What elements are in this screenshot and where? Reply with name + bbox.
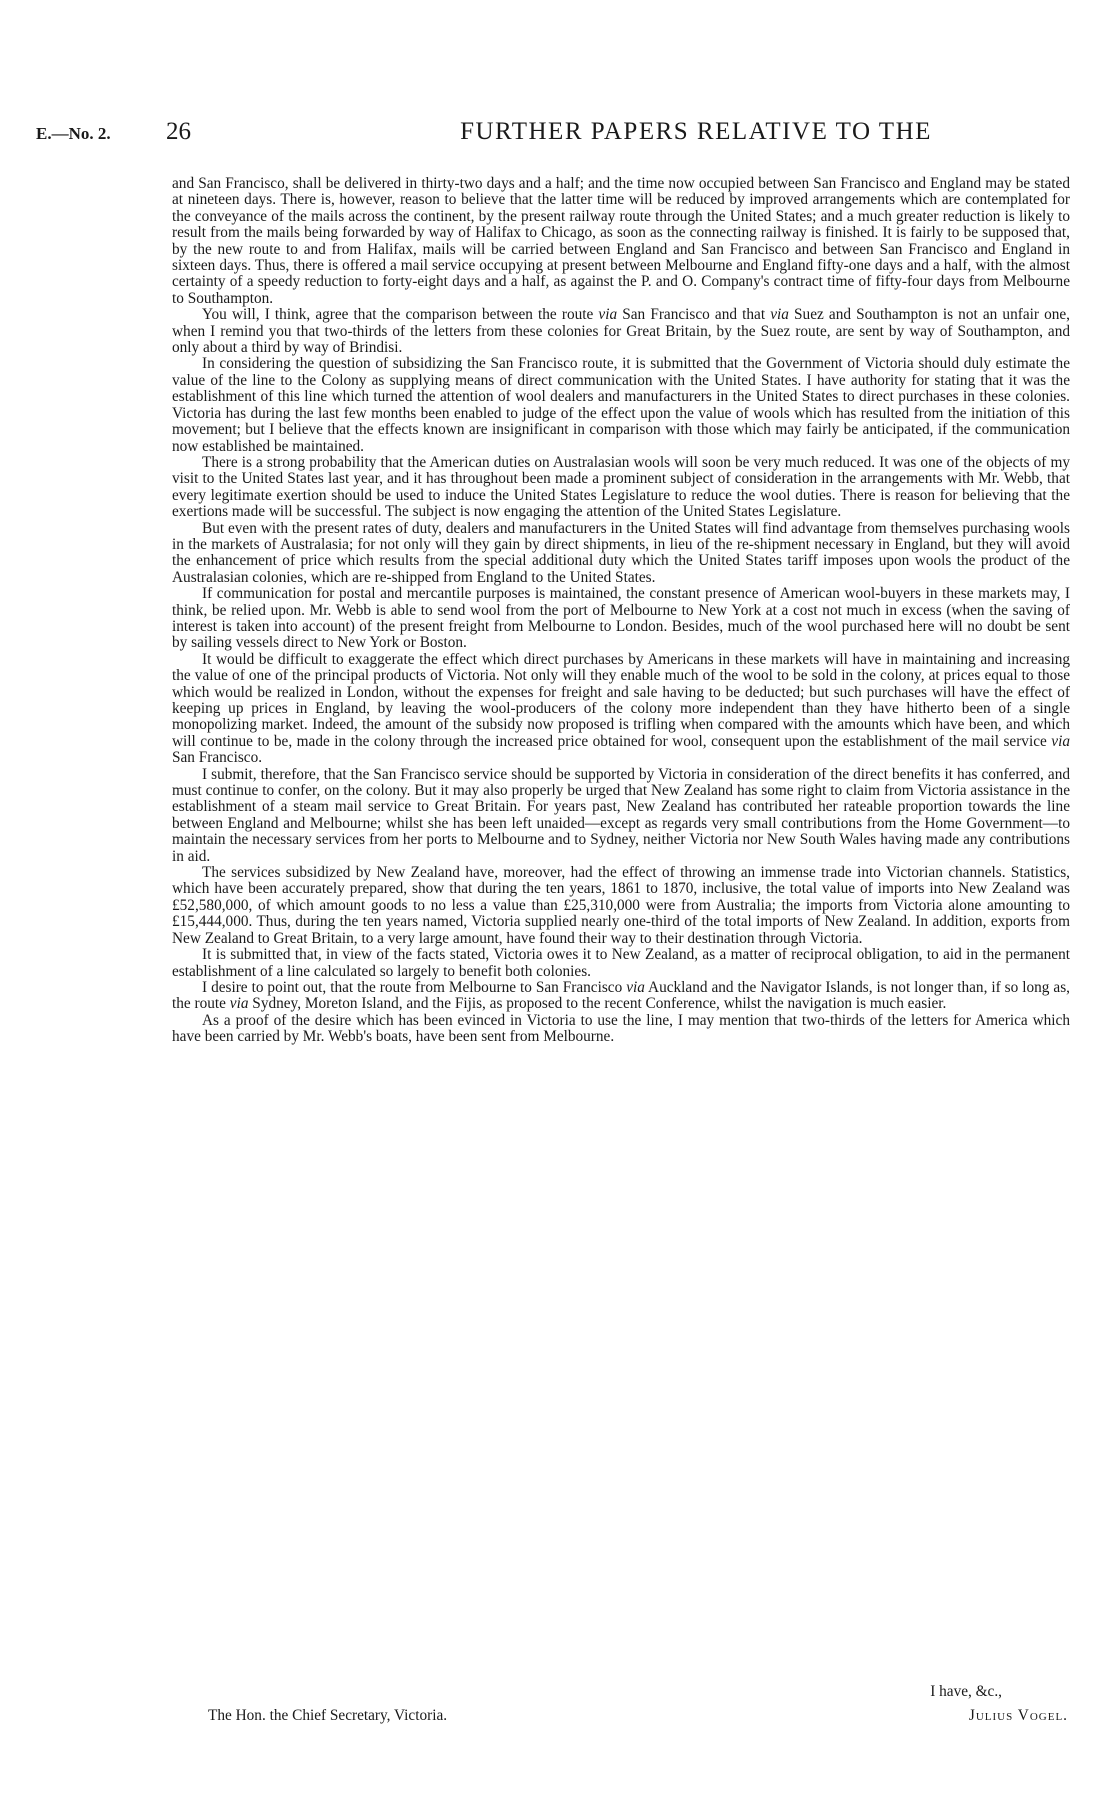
text-run: The services subsidized by New Zealand have, moreover, had the effect of throwing an immense trade into Victorian channels. Statistics, which have been accurately prepared, show that during the ten years, 1861 to 1870, inclusive, the total value of imports into New Zealand was £52,580,000, of which amount goods to no less a value than £25,310,000 were from Australia; the imports from Victoria alone amounting to £15,444,000. Thus, during the ten years named, Victoria supplied nearly one-third of the total imports of New Zealand. In addition, exports from New Zealand to Great Britain, to a very large amount, have found their way to their destination through Victoria.	[172, 864, 1070, 947]
running-title: FURTHER PAPERS RELATIVE TO THE	[460, 118, 932, 145]
addressee: The Hon. the Chief Secretary, Victoria.	[208, 1707, 448, 1724]
letter-body	[172, 176, 1070, 1046]
paragraph	[172, 947, 1070, 980]
italic-text: via	[626, 978, 645, 996]
text-run: You will, I think, agree that the comparison between the route	[202, 306, 599, 324]
italic-text: via	[229, 995, 249, 1013]
page-number: 26	[166, 118, 191, 145]
paragraph	[172, 455, 1070, 521]
text-run: and San Francisco, shall be delivered in thirty-two days and a half; and the time now occupied between San Francisco and England may be stated at nineteen days. There is, however, reason to believe that the latter time will be reduced by improved arrangements which are contemplated for the conveyance of the mails across the continent, by the present railway route through the United States; and a much greater reduction is likely to result from the mails being forwarded by way of Halifax to Chicago, as soon as the connecting railway is finished. It is fairly to be supposed that, by the new route to and from Halifax, mails will be carried between England and San Francisco and between San Francisco and England in sixteen days. Thus, there is offered a mail service occupying at present between Melbourne and England fifty-one days and a half, with the almost certainty of a speedy reduction to forty-eight days and a half, as against the P. and O. Company's contract time of fifty-four days from Melbourne to Southampton.	[172, 175, 1070, 307]
paragraph	[172, 1013, 1070, 1046]
text-run: I submit, therefore, that the San Francisco service should be supported by Victoria in consideration of the direct benefits it has conferred, and must continue to confer, on the colony. But it may also properly be urged that New Zealand has some right to claim from Victoria assistance in the establishment of a steam mail service to Great Britain. For years past, New Zealand has contributed her rateable proportion towards the line between England and Melbourne; whilst she has been left unaided—except as regards very small contributions from the Home Government—to maintain the necessary services from her ports to Melbourne and to Sydney, neither Victoria nor New South Wales having made any contributions in aid.	[172, 765, 1070, 865]
text-run: It would be difficult to exaggerate the effect which direct purchases by Americans in these markets will have in maintaining and increasing the value of one of the principal products of Victoria. Not only will they enable much of the wool to be sold in the colony, at prices equal to those which would be realized in London, without the expenses for freight and sale having to be deducted; but such purchases will have the effect of keeping up prices in England, by leaving the wool-producers of the colony more independent than they have hitherto been of a single monopolizing market. Indeed, the amount of the subsidy now proposed is trifling when compared with the amounts which have been, and which will continue to be, made in the colony through the increased price obtained for wool, consequent upon the establishment of the mail service	[172, 650, 1070, 750]
signature: Julius Vogel.	[968, 1707, 1068, 1724]
valediction: I have, &c.,	[930, 1683, 1002, 1700]
text-run: Auckland and the Navigator Islands, is not longer than, if so long as, the route	[172, 978, 1070, 1013]
text-run: San Francisco and that	[617, 306, 771, 324]
text-run: There is a strong probability that the American duties on Australasian wools will soon be very much reduced. It was one of the objects of my visit to the United States last year, and it has throughout been made a prominent subject of consideration in the arrangements with Mr. Webb, that every legitimate exertion should be used to induce the United States Legislature to reduce the wool duties. There is reason for believing that the exertions made will be successful. The subject is now engaging the attention of the United States Legislature.	[172, 453, 1070, 521]
document-reference: E.—No. 2.	[36, 124, 111, 143]
paragraph	[172, 980, 1070, 1013]
italic-text: via	[770, 306, 789, 324]
italic-text: via	[1051, 732, 1070, 750]
paragraph	[172, 865, 1070, 947]
text-run: Suez and Southampton is not an unfair one, when I remind you that two-thirds of the letters from these colonies for Great Britain, by the Suez route, are sent by way of Southampton, and only about a third by way of Brindisi.	[172, 306, 1070, 357]
paragraph	[172, 767, 1070, 865]
text-run: But even with the present rates of duty, dealers and manufacturers in the United States will find advantage from themselves purchasing wools in the markets of Australasia; for not only will they gain by direct shipments, in lieu of the re-shipment necessary in England, but they will avoid the enhancement of price which results from the special additional duty which the United States tariff imposes upon wools the product of the Australasian colonies, which are re-shipped from England to the United States.	[172, 519, 1070, 586]
text-run: As a proof of the desire which has been evinced in Victoria to use the line, I may mention that two-thirds of the letters for America which have been carried by Mr. Webb's boats, have been sent from Melbourne.	[172, 1011, 1070, 1046]
paragraph	[172, 521, 1070, 587]
text-run: In considering the question of subsidizing the San Francisco route, it is submitted that the Government of Victoria should duly estimate the value of the line to the Colony as supplying means of direct communication with the United States. I have authority for stating that it was the establishment of this line which turned the attention of wool dealers and manufacturers in the United States to direct purchases in these colonies. Victoria has during the last few months been enabled to judge of the effect upon the value of wools which has resulted from the initiation of this movement; but I believe that the effects known are insignificant in comparison with those which may fairly be anticipated, if the communication now established be maintained.	[172, 355, 1070, 455]
italic-text: via	[598, 306, 618, 324]
text-run: Sydney, Moreton Island, and the Fijis, as proposed to the recent Conference, whilst the navigation is much easier.	[248, 995, 947, 1013]
text-run: If communication for postal and mercantile purposes is maintained, the constant presence of American wool-buyers in these markets may, I think, be relied upon. Mr. Webb is able to send wool from the port of Melbourne to New York at a cost not much in excess (when the saving of interest is taken into account) of the present freight from Melbourne to London. Besides, much of the wool purchased here will no doubt be sent by sailing vessels direct to New York or Boston.	[172, 585, 1070, 652]
paragraph	[172, 176, 1070, 307]
letter-closing	[172, 1683, 1070, 1753]
paragraph	[172, 586, 1070, 652]
paragraph	[172, 652, 1070, 767]
text-run: It is submitted that, in view of the facts stated, Victoria owes it to New Zealand, as a matter of reciprocal obligation, to aid in the permanent establishment of a line calculated so largely to benefit both colonies.	[172, 946, 1070, 980]
text-run: San Francisco.	[172, 749, 263, 767]
text-run: I desire to point out, that the route from Melbourne to San Francisco	[202, 978, 627, 996]
page-header	[36, 118, 1086, 148]
paragraph	[172, 307, 1070, 356]
paragraph	[172, 356, 1070, 454]
